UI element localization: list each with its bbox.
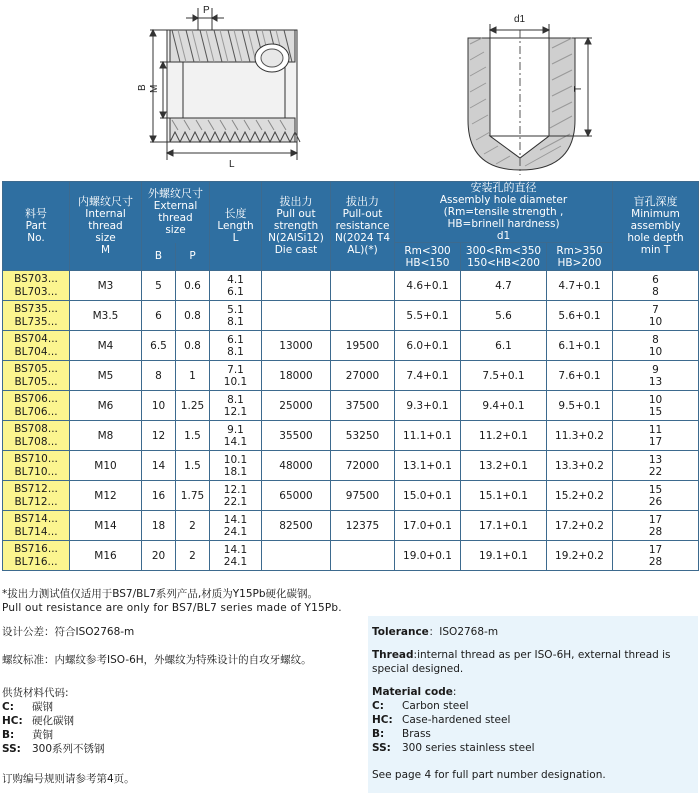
internal-thread-cell: M3	[70, 271, 142, 301]
order-note-cn: 订购编号规则请参考第4页。	[2, 773, 135, 785]
hole-d1-cell: 17.0+0.1	[395, 511, 461, 541]
depth-cell: 17 28	[613, 511, 699, 541]
hole-d3-cell: 4.7+0.1	[547, 271, 613, 301]
material-title-en: Material code:	[372, 686, 457, 698]
pull-out-cell	[262, 301, 331, 331]
external-p-cell: 2	[176, 541, 210, 571]
hole-d2-cell: 13.2+0.1	[461, 451, 547, 481]
hole-d2-cell: 11.2+0.1	[461, 421, 547, 451]
external-p-cell: 1.75	[176, 481, 210, 511]
hole-d1-cell: 4.6+0.1	[395, 271, 461, 301]
material-row: C: 碳钢	[2, 701, 53, 713]
label-m: M	[149, 84, 160, 93]
internal-thread-cell: M5	[70, 361, 142, 391]
pull-out-cell: 25000	[262, 391, 331, 421]
length-cell: 14.1 24.1	[210, 541, 262, 571]
resistance-cell	[331, 301, 395, 331]
table-row	[3, 391, 699, 421]
header-internal-thread: 内螺纹尺寸 Internal thread size M	[70, 182, 142, 271]
thread-standard-en: Thread:internal thread as per ISO-6H, external thread is special designed.	[372, 649, 671, 675]
part-no-cell: BS703... BL703...	[3, 271, 70, 301]
length-cell: 14.1 24.1	[210, 511, 262, 541]
pull-out-cell: 18000	[262, 361, 331, 391]
depth-cell: 11 17	[613, 421, 699, 451]
tolerance-cn: 设计公差：符合ISO2768-m	[2, 626, 135, 638]
table-row	[3, 451, 699, 481]
resistance-cell: 53250	[331, 421, 395, 451]
material-row: SS: 300系列不锈钢	[2, 743, 105, 755]
material-code-en	[372, 685, 694, 755]
table-row	[3, 331, 699, 361]
external-b-cell: 6	[142, 301, 176, 331]
hole-d3-cell: 17.2+0.2	[547, 511, 613, 541]
depth-cell: 7 10	[613, 301, 699, 331]
pull-out-cell: 13000	[262, 331, 331, 361]
label-b: B	[137, 84, 148, 91]
external-p-cell: 2	[176, 511, 210, 541]
hole-d3-cell: 11.3+0.2	[547, 421, 613, 451]
depth-cell: 10 15	[613, 391, 699, 421]
length-cell: 4.1 6.1	[210, 271, 262, 301]
internal-thread-cell: M4	[70, 331, 142, 361]
tolerance-en: Tolerance：ISO2768-m	[372, 626, 499, 638]
part-no-cell: BS708... BL708...	[3, 421, 70, 451]
hole-d2-cell: 15.1+0.1	[461, 481, 547, 511]
label-t: T	[573, 85, 584, 92]
hole-d2-cell: 5.6	[461, 301, 547, 331]
hole-d1-cell: 6.0+0.1	[395, 331, 461, 361]
label-d1: d1	[514, 14, 526, 25]
table-row	[3, 271, 699, 301]
internal-thread-cell: M14	[70, 511, 142, 541]
internal-thread-cell: M10	[70, 451, 142, 481]
external-p-cell: 1.5	[176, 421, 210, 451]
pull-out-cell	[262, 271, 331, 301]
external-p-cell: 1.25	[176, 391, 210, 421]
internal-thread-cell: M3.5	[70, 301, 142, 331]
hole-d2-cell: 9.4+0.1	[461, 391, 547, 421]
hole-d1-cell: 13.1+0.1	[395, 451, 461, 481]
part-no-cell: BS705... BL705...	[3, 361, 70, 391]
resistance-cell: 97500	[331, 481, 395, 511]
header-length: 长度 Length L	[210, 182, 262, 271]
hole-d1-cell: 19.0+0.1	[395, 541, 461, 571]
resistance-cell	[331, 541, 395, 571]
resistance-cell: 12375	[331, 511, 395, 541]
depth-cell: 15 26	[613, 481, 699, 511]
hole-d3-cell: 5.6+0.1	[547, 301, 613, 331]
label-l: L	[229, 159, 235, 170]
part-no-cell: BS706... BL706...	[3, 391, 70, 421]
hole-d1-cell: 5.5+0.1	[395, 301, 461, 331]
hole-d2-cell: 4.7	[461, 271, 547, 301]
length-cell: 6.1 8.1	[210, 331, 262, 361]
part-no-cell: BS710... BL710...	[3, 451, 70, 481]
table-row	[3, 361, 699, 391]
material-row: SS: 300 series stainless steel	[372, 742, 535, 754]
header-external-p: P	[176, 243, 210, 271]
pull-out-cell: 82500	[262, 511, 331, 541]
insert-side-view	[150, 8, 300, 160]
footnote-cn: *拔出力测试值仅适用于BS7/BL7系列产品,材质为Y15Pb硬化碳钢。	[2, 588, 318, 600]
header-hole-col3: Rm>350 HB>200	[547, 243, 613, 271]
hole-d2-cell: 19.1+0.1	[461, 541, 547, 571]
material-row: HC: Case-hardened steel	[372, 714, 511, 726]
depth-cell: 17 28	[613, 541, 699, 571]
material-row: C: Carbon steel	[372, 700, 469, 712]
depth-cell: 13 22	[613, 451, 699, 481]
external-b-cell: 18	[142, 511, 176, 541]
hole-d3-cell: 19.2+0.2	[547, 541, 613, 571]
hole-d3-cell: 15.2+0.2	[547, 481, 613, 511]
part-no-cell: BS735... BL735...	[3, 301, 70, 331]
header-hole-col2: 300<Rm<350 150<HB<200	[461, 243, 547, 271]
table-row	[3, 481, 699, 511]
hole-d2-cell: 17.1+0.1	[461, 511, 547, 541]
external-b-cell: 6.5	[142, 331, 176, 361]
resistance-cell	[331, 271, 395, 301]
part-no-cell: BS704... BL704...	[3, 331, 70, 361]
external-p-cell: 0.6	[176, 271, 210, 301]
resistance-cell: 27000	[331, 361, 395, 391]
resistance-cell: 19500	[331, 331, 395, 361]
table-row	[3, 541, 699, 571]
material-title-cn: 供货材料代码:	[2, 687, 69, 699]
footnote	[2, 587, 342, 615]
pull-out-cell: 65000	[262, 481, 331, 511]
depth-cell: 9 13	[613, 361, 699, 391]
hole-d1-cell: 11.1+0.1	[395, 421, 461, 451]
header-hole-col1: Rm<300 HB<150	[395, 243, 461, 271]
length-cell: 9.1 14.1	[210, 421, 262, 451]
material-code-cn	[2, 686, 105, 756]
length-cell: 8.1 12.1	[210, 391, 262, 421]
hole-section-view	[468, 24, 592, 175]
header-pull-out-strength: 拔出力 Pull out strength N(2AlSi12) Die cast	[262, 182, 331, 271]
hole-d1-cell: 15.0+0.1	[395, 481, 461, 511]
resistance-cell: 72000	[331, 451, 395, 481]
footnote-en: Pull out resistance are only for BS7/BL7 series made of Y15Pb.	[2, 602, 342, 614]
internal-thread-cell: M16	[70, 541, 142, 571]
external-b-cell: 14	[142, 451, 176, 481]
depth-cell: 6 8	[613, 271, 699, 301]
part-no-cell: BS712... BL712...	[3, 481, 70, 511]
technical-drawings	[0, 0, 700, 176]
table-row	[3, 421, 699, 451]
table-row	[3, 301, 699, 331]
external-p-cell: 0.8	[176, 331, 210, 361]
material-row: B: 黄铜	[2, 729, 53, 741]
label-p: P	[203, 5, 210, 16]
hole-d3-cell: 7.6+0.1	[547, 361, 613, 391]
material-row: B: Brass	[372, 728, 431, 740]
internal-thread-cell: M8	[70, 421, 142, 451]
header-part-no: 料号 Part No.	[3, 182, 70, 271]
external-b-cell: 8	[142, 361, 176, 391]
length-cell: 7.1 10.1	[210, 361, 262, 391]
hole-d1-cell: 9.3+0.1	[395, 391, 461, 421]
hole-d2-cell: 6.1	[461, 331, 547, 361]
external-b-cell: 5	[142, 271, 176, 301]
internal-thread-cell: M6	[70, 391, 142, 421]
external-p-cell: 0.8	[176, 301, 210, 331]
hole-d3-cell: 6.1+0.1	[547, 331, 613, 361]
depth-cell: 8 10	[613, 331, 699, 361]
header-external-thread: 外螺纹尺寸 External thread size	[142, 182, 210, 243]
thread-standard-cn: 螺纹标准：内螺纹参考ISO-6H，外螺纹为特殊设计的自攻牙螺纹。	[2, 654, 312, 666]
part-no-cell: BS714... BL714...	[3, 511, 70, 541]
external-b-cell: 12	[142, 421, 176, 451]
header-assembly-hole: 安装孔的直径 Assembly hole diameter (Rm=tensile strength , HB=brinell hardness) d1	[395, 182, 613, 243]
resistance-cell: 37500	[331, 391, 395, 421]
pull-out-cell: 48000	[262, 451, 331, 481]
header-hole-depth: 盲孔深度 Minimum assembly hole depth min T	[613, 182, 699, 271]
pull-out-cell: 35500	[262, 421, 331, 451]
pull-out-cell	[262, 541, 331, 571]
table-row	[3, 511, 699, 541]
material-row: HC: 硬化碳钢	[2, 715, 74, 727]
length-cell: 10.1 18.1	[210, 451, 262, 481]
header-external-b: B	[142, 243, 176, 271]
specification-table	[2, 181, 699, 571]
external-p-cell: 1.5	[176, 451, 210, 481]
internal-thread-cell: M12	[70, 481, 142, 511]
external-b-cell: 20	[142, 541, 176, 571]
length-cell: 5.1 8.1	[210, 301, 262, 331]
external-b-cell: 10	[142, 391, 176, 421]
order-note-en: See page 4 for full part number designation.	[372, 769, 606, 781]
external-b-cell: 16	[142, 481, 176, 511]
length-cell: 12.1 22.1	[210, 481, 262, 511]
hole-d3-cell: 13.3+0.2	[547, 451, 613, 481]
header-pull-out-resistance: 拔出力 Pull-out resistance N(2024 T4 AL)(*)	[331, 182, 395, 271]
part-no-cell: BS716... BL716...	[3, 541, 70, 571]
external-p-cell: 1	[176, 361, 210, 391]
hole-d3-cell: 9.5+0.1	[547, 391, 613, 421]
hole-d1-cell: 7.4+0.1	[395, 361, 461, 391]
hole-d2-cell: 7.5+0.1	[461, 361, 547, 391]
